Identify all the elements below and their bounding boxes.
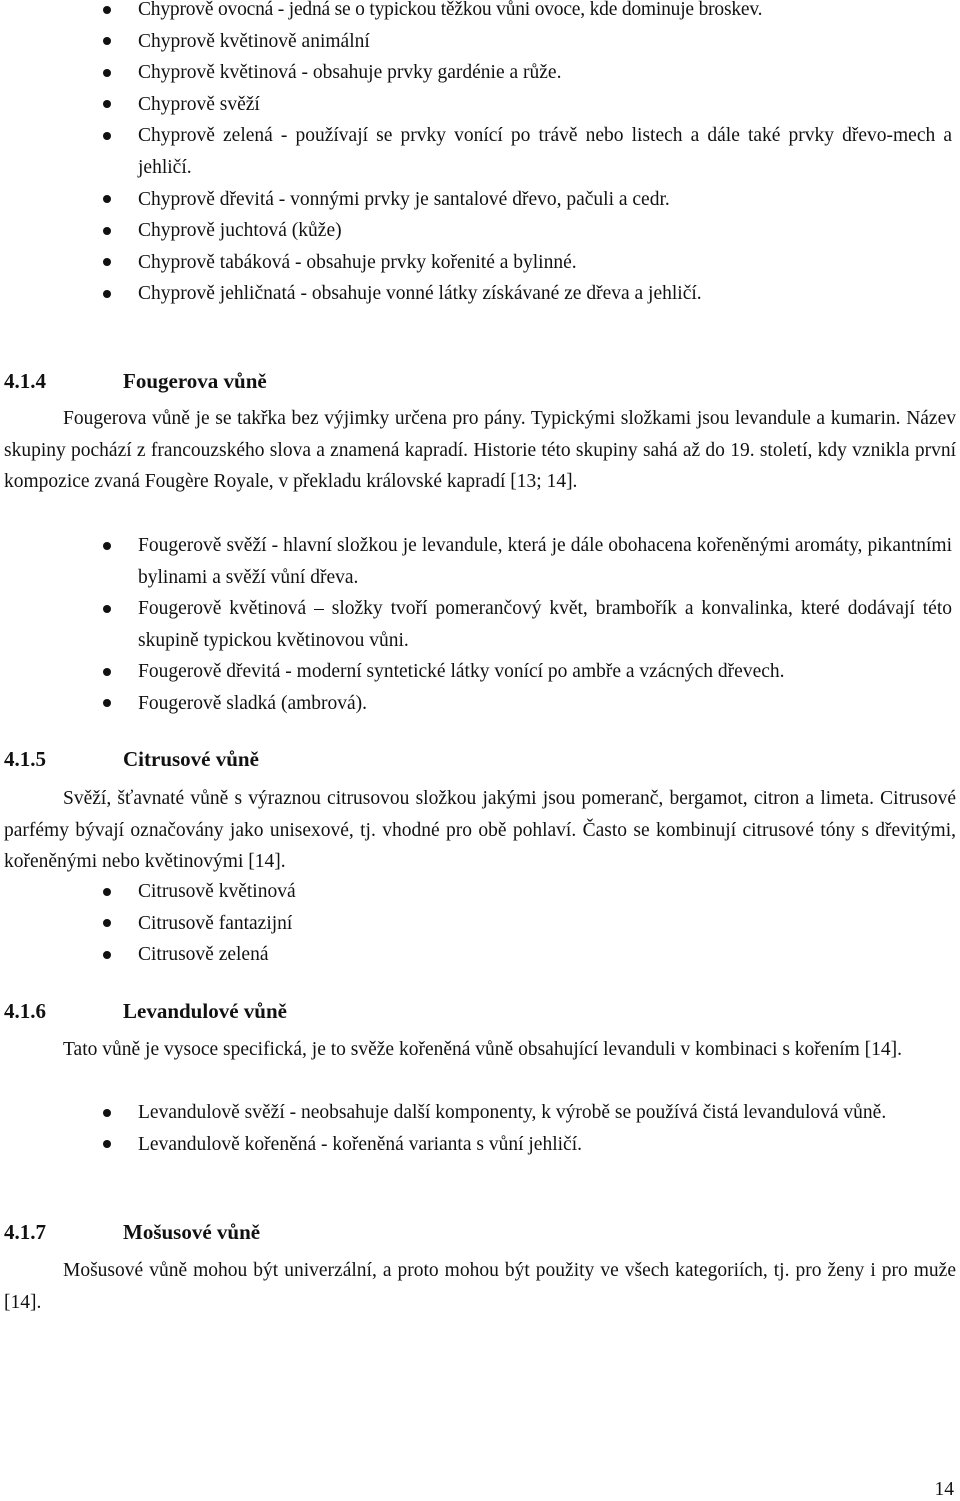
list-item: Chyprově dřevitá - vonnými prvky je santalové dřevo, pačuli a cedr. [0, 184, 956, 216]
section-heading-4-1-5 [4, 746, 259, 772]
list-item: Levandulově svěží - neobsahuje další komponenty, k výrobě se používá čistá levandulová vůně. [0, 1097, 956, 1129]
list-item: Chyprově svěží [0, 89, 956, 121]
lavender-list [0, 1097, 956, 1160]
section-title: Citrusové vůně [123, 747, 259, 771]
list-item: Chyprově jehličnatá - obsahuje vonné látky získávané ze dřeva a jehličí. [0, 278, 956, 310]
list-item: Fougerově sladká (ambrová). [0, 688, 956, 720]
list-item: Levandulově kořeněná - kořeněná varianta s vůní jehličí. [0, 1129, 956, 1161]
section-number: 4.1.4 [4, 369, 46, 393]
section-title: Levandulové vůně [123, 999, 287, 1023]
list-item: Fougerově dřevitá - moderní syntetické látky vonící po ambře a vzácných dřevech. [0, 656, 956, 688]
list-item: Fougerově svěží - hlavní složkou je levandule, která je dále obohacena kořeněnými aromáty, pikantními bylinami a svěží vůní dřeva. [0, 530, 956, 593]
chypre-list [0, 0, 956, 310]
section-heading-4-1-4 [4, 368, 267, 394]
section-title: Mošusové vůně [123, 1220, 261, 1244]
citrus-list [0, 876, 956, 971]
list-item: Chyprově květinová - obsahuje prvky gardénie a růže. [0, 57, 956, 89]
fougere-list [0, 530, 956, 720]
list-item: Chyprově juchtová (kůže) [0, 215, 956, 247]
list-item: Chyprově tabáková - obsahuje prvky kořenité a bylinné. [0, 247, 956, 279]
list-item: Fougerově květinová – složky tvoří pomerančový květ, brambořík a konvalinka, které dodávají této skupině typickou květinovou vůni. [0, 593, 956, 656]
section-number: 4.1.5 [4, 747, 46, 771]
list-item: Citrusově zelená [0, 939, 956, 971]
list-item: Citrusově fantazijní [0, 908, 956, 940]
list-item: Chyprově květinově animální [0, 26, 956, 58]
section-paragraph: Svěží, šťavnaté vůně s výraznou citrusovou složkou jakými jsou pomeranč, bergamot, citron a limeta. Citrusové parfémy bývají označovány jako unisexové, tj. vhodné pro obě pohlaví. Často se kombinují citrusové tóny s dřevitými, kořeněnými nebo květinovými [14]. [4, 788, 956, 873]
list-item: Chyprově ovocná - jedná se o typickou těžkou vůni ovoce, kde dominuje broskev. [0, 0, 956, 26]
page-number: 14 [934, 1479, 954, 1500]
section-paragraph: Mošusové vůně mohou být univerzální, a proto mohou být použity ve všech kategoriích, tj. pro ženy i pro muže [14]. [4, 1260, 956, 1313]
list-item: Citrusově květinová [0, 876, 956, 908]
section-heading-4-1-7 [4, 1219, 260, 1245]
section-heading-4-1-6 [4, 998, 287, 1024]
section-title: Fougerova vůně [123, 369, 267, 393]
section-number: 4.1.6 [4, 999, 46, 1023]
section-paragraph: Fougerova vůně je se takřka bez výjimky určena pro pány. Typickými složkami jsou levandule a kumarin. Název skupiny pochází z francouzského slova a znamená kapradí. Historie této skupiny sahá až do 19. století, kdy vznikla první kompozice zvaná Fougère Royale, v překladu královské kapradí [13; 14]. [4, 408, 956, 493]
section-paragraph: Tato vůně je vysoce specifická, je to svěže kořeněná vůně obsahující levanduli v kombinaci s kořením [14]. [63, 1039, 903, 1060]
section-number: 4.1.7 [4, 1220, 46, 1244]
list-item: Chyprově zelená - používají se prvky vonící po trávě nebo listech a dále také prvky dřevo-mech a jehličí. [0, 120, 956, 183]
